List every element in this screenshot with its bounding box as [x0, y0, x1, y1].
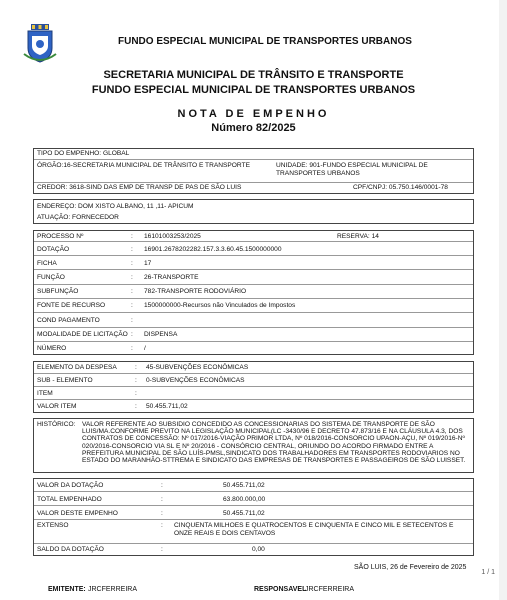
funcao-label: FUNÇÃO — [37, 274, 65, 281]
sub-elemento-value: 0-SUBVENÇÕES ECONÔMICAS — [146, 377, 245, 384]
valor-item-value: 50.455.711,02 — [146, 403, 188, 410]
orgao: ÓRGÃO:16-SECRETARIA MUNICIPAL DE TRÂNSITO E TRANSPORTE — [37, 162, 250, 169]
fonte-recurso-value: 1500000000-Recursos não Vinculados de Impostos — [144, 302, 296, 309]
dotacao-label: DOTAÇÃO — [37, 246, 70, 253]
empenho-header-box — [33, 148, 474, 194]
extenso-label: EXTENSO — [37, 522, 69, 529]
valor-empenho-label: VALOR DESTE EMPENHO — [37, 510, 118, 517]
coat-of-arms-icon — [22, 24, 58, 64]
total-empenhado-value: 63.800.000,00 — [223, 496, 266, 503]
emitente-label: EMITENTE: — [48, 586, 86, 593]
endereco-box — [33, 199, 474, 224]
unidade: UNIDADE: 901-FUNDO ESPECIAL MUNICIPAL DE TRANSPORTES URBANOS — [276, 162, 428, 177]
modalidade-label: MODALIDADE DE LICITAÇÃO — [37, 331, 128, 338]
responsavel-label: RESPONSAVEL — [254, 586, 307, 593]
title-fundo: FUNDO ESPECIAL MUNICIPAL DE TRANSPORTES URBANOS — [91, 84, 416, 96]
cpf-cnpj: CPF/CNPJ: 05.750.146/0001-78 — [353, 184, 448, 191]
dotacao-value: 16901.2678202282.157.3.3.60.45.1500000000 — [144, 246, 282, 253]
responsavel-value: JRCFERREIRA — [305, 586, 355, 593]
numero-label: NÚMERO — [37, 345, 67, 352]
historico-label: HISTÓRICO: — [37, 421, 76, 428]
emitente-value: JRCFERREIRA — [88, 586, 138, 593]
processo-value: 16101003253/2025 — [144, 233, 201, 240]
doc-title: NOTA DE EMPENHO — [177, 108, 330, 120]
funcao-value: 26-TRANSPORTE — [144, 274, 199, 281]
ficha-label: FICHA — [37, 260, 57, 267]
processo-label: PROCESSO Nº — [37, 233, 84, 240]
processo-box: PROCESSO Nº : 16101003253/2025 RESERVA: 14 DOTAÇÃO : 16901.2678202282.157.3.3.60.45.1500000000 FICHA : 17 FUNÇÃO : 26-TRANSPORTE SUBFUNÇÃO : 782-TRANSPORTE RODOVIÁRIO FONTE DE RECURSO : 1500000000-Recursos não Vinculados de Impostos COND PAGAMENTO : MODALIDADE DE LICITAÇÃO : DISPENSA NÚMERO : / — [33, 230, 474, 355]
fonte-recurso-label: FONTE DE RECURSO — [37, 302, 106, 309]
extenso-value: CINQUENTA MILHOES E QUATROCENTOS E CINQUENTA E CINCO MIL E SETECENTOS E ONZE REAIS E DOIS CENTAVOS — [174, 522, 454, 537]
historico-text: VALOR REFERENTE AO SUBSIDIO CONCEDIDO AS CONCESSIONARIAS DO SISTEMA DE TRANSPORTE DE SÃO LUIS/MA.CONFORME PREVITO NA LEGISLAÇÃO MUNICIPAL(LC -3430/96 E DECRETO 47.873/16 E NA CLÁUSULA 4.3, DOS CONTRATOS DE CONCESSÃO: Nº 017/2016-VIAÇÃO PRIMOR LTDA, Nº 018/2016-CONSORCIO UPAON-AÇU, Nº 019/2016-Nº 020/2016-CONSORCIO VIA SL E Nº 20/2016 - CONSÓRCIO CENTRAL, ORIUNDO DO ACORDO FIRMADO ENTRE A PREFEITURA MUNICIPAL DE SÃO LUÍS-PMSL,SINDICATO DOS TRABALHADORES EM TRANSPORTES RODOVIARIOS NO ESTADO DO MARANHÃO-STTREMA E SINDICATO DAS EMPRESAS DE TRANSPORTES E PASSAGEIROS DE SÃO LUISSET. — [82, 421, 466, 465]
sub-elemento-label: SUB - ELEMENTO — [37, 377, 93, 384]
modalidade-value: DISPENSA — [144, 331, 178, 338]
tipo-empenho: TIPO DO EMPENHO: GLOBAL — [37, 150, 130, 157]
valores-box: VALOR DA DOTAÇÃO : 50.455.711,02 TOTAL EMPENHADO : 63.800.000,00 VALOR DESTE EMPENHO : 50.455.711,02 EXTENSO : CINQUENTA MILHOES E QUATROCENTOS E CINQUENTA E CINCO MIL E SETECENTOS E ONZE REAIS E DOIS CENTAVOS SALDO DA DOTAÇÃO : 0,00 — [33, 478, 474, 556]
title-secretaria: SECRETARIA MUNICIPAL DE TRÂNSITO E TRANSPORTE — [103, 69, 404, 81]
valor-dotacao-value: 50.455.711,02 — [223, 482, 265, 489]
endereco: ENDEREÇO: DOM XISTO ALBANO, 11 ,11- APICUM — [37, 203, 194, 210]
viewer-scrollbar[interactable] — [499, 0, 507, 600]
credor: CREDOR: 3618-SIND DAS EMP DE TRANSP DE PAS DE SÃO LUIS — [37, 184, 242, 191]
doc-number: Número 82/2025 — [211, 122, 296, 134]
page-count: 1 / 1 — [481, 569, 495, 576]
valor-empenho-value: 50.455.711,02 — [223, 510, 265, 517]
elemento-label: ELEMENTO DA DESPESA — [37, 364, 117, 371]
cond-pagamento-label: COND PAGAMENTO — [37, 317, 100, 324]
title-block — [0, 68, 507, 98]
org-header: FUNDO ESPECIAL MUNICIPAL DE TRANSPORTES URBANOS — [118, 36, 412, 47]
elemento-box: ELEMENTO DA DESPESA : 45-SUBVENÇÕES ECONÔMICAS SUB - ELEMENTO : 0-SUBVENÇÕES ECONÔMICAS ITEM : VALOR ITEM : 50.455.711,02 — [33, 361, 474, 413]
valor-dotacao-label: VALOR DA DOTAÇÃO — [37, 482, 104, 489]
subfuncao-label: SUBFUNÇÃO — [37, 288, 79, 295]
total-empenhado-label: TOTAL EMPENHADO — [37, 496, 102, 503]
elemento-value: 45-SUBVENÇÕES ECONÔMICAS — [146, 364, 249, 371]
saldo-dotacao-value: 0,00 — [252, 546, 265, 553]
reserva: RESERVA: 14 — [337, 233, 379, 240]
ficha-value: 17 — [144, 260, 152, 267]
item-label: ITEM — [37, 390, 53, 397]
atuacao: ATUAÇÃO: FORNECEDOR — [37, 214, 119, 221]
subfuncao-value: 782-TRANSPORTE RODOVIÁRIO — [144, 288, 247, 295]
historico-box — [33, 418, 474, 473]
valor-item-label: VALOR ITEM — [37, 403, 77, 410]
numero-value: / — [144, 345, 146, 352]
saldo-dotacao-label: SALDO DA DOTAÇÃO — [37, 546, 104, 553]
date-line: SÃO LUIS, 26 de Fevereiro de 2025 — [354, 564, 467, 571]
